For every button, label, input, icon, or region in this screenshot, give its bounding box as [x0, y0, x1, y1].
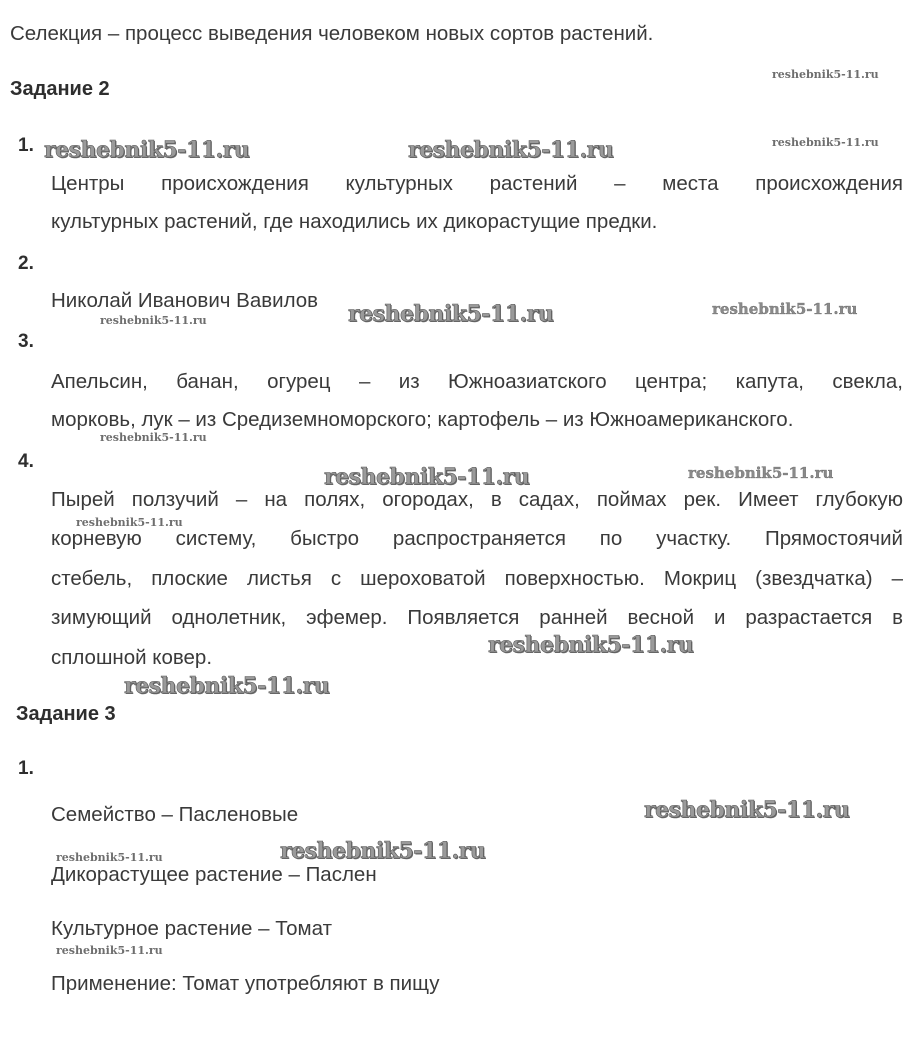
task-2-heading: Задание 2: [10, 78, 110, 100]
task-2-item-4-line-1: Пырей ползучий – на полях, огородах, в садах, поймах рек. Имеет глубокую: [51, 488, 903, 511]
watermark: reshebnik5-11.ru: [100, 431, 207, 444]
task-3-item-1-line-4: Применение: Томат употребляют в пищу: [51, 972, 440, 995]
task-2-item-3-line-2: морковь, лук – из Средиземноморского; картофель – из Южноамериканского.: [51, 408, 794, 431]
watermark: reshebnik5-11.ru: [324, 464, 530, 490]
watermark: reshebnik5-11.ru: [76, 516, 183, 529]
watermark: reshebnik5-11.ru: [772, 68, 879, 81]
task-2-item-2-number: 2.: [18, 253, 34, 274]
watermark: reshebnik5-11.ru: [348, 301, 554, 327]
task-3-item-1-line-2: Дикорастущее растение – Паслен: [51, 863, 377, 886]
task-2-item-4-line-2: корневую систему, быстро распространяется по участку. Прямостоячий: [51, 527, 903, 550]
watermark: reshebnik5-11.ru: [772, 136, 879, 149]
watermark: reshebnik5-11.ru: [56, 851, 163, 864]
watermark: reshebnik5-11.ru: [644, 797, 850, 823]
task-2-item-4-line-5: сплошной ковер.: [51, 646, 213, 669]
task-2-item-4-number: 4.: [18, 451, 34, 472]
intro-text: Селекция – процесс выведения человеком новых сортов растений.: [10, 22, 654, 45]
task-2-item-4-line-3: стебель, плоские листья с шероховатой поверхностью. Мокриц (звездчатка) –: [51, 567, 903, 590]
watermark: reshebnik5-11.ru: [408, 137, 614, 163]
task-2-item-3-line-1: Апельсин, банан, огурец – из Южноазиатского центра; капута, свекла,: [51, 370, 903, 393]
task-3-heading: Задание 3: [16, 703, 116, 725]
task-2-item-2-line-1: Николай Иванович Вавилов: [51, 289, 319, 312]
task-2-item-3-number: 3.: [18, 331, 34, 352]
watermark: reshebnik5-11.ru: [124, 673, 330, 699]
watermark: reshebnik5-11.ru: [688, 464, 834, 482]
task-2-item-1-number: 1.: [18, 135, 34, 156]
watermark: reshebnik5-11.ru: [280, 838, 486, 864]
watermark: reshebnik5-11.ru: [488, 632, 694, 658]
watermark: reshebnik5-11.ru: [100, 314, 207, 327]
task-3-item-1-line-3: Культурное растение – Томат: [51, 917, 332, 940]
task-2-item-1-line-1: Центры происхождения культурных растений – места происхождения: [51, 172, 903, 195]
watermark: reshebnik5-11.ru: [712, 300, 858, 318]
task-3-item-1-line-1: Семейство – Пасленовые: [51, 803, 299, 826]
task-3-item-1-number: 1.: [18, 758, 34, 779]
watermark: reshebnik5-11.ru: [44, 137, 250, 163]
watermark: reshebnik5-11.ru: [56, 944, 163, 957]
task-2-item-4-line-4: зимующий однолетник, эфемер. Появляется ранней весной и разрастается в: [51, 606, 903, 629]
task-2-item-1-line-2: культурных растений, где находились их дикорастущие предки.: [51, 210, 658, 233]
